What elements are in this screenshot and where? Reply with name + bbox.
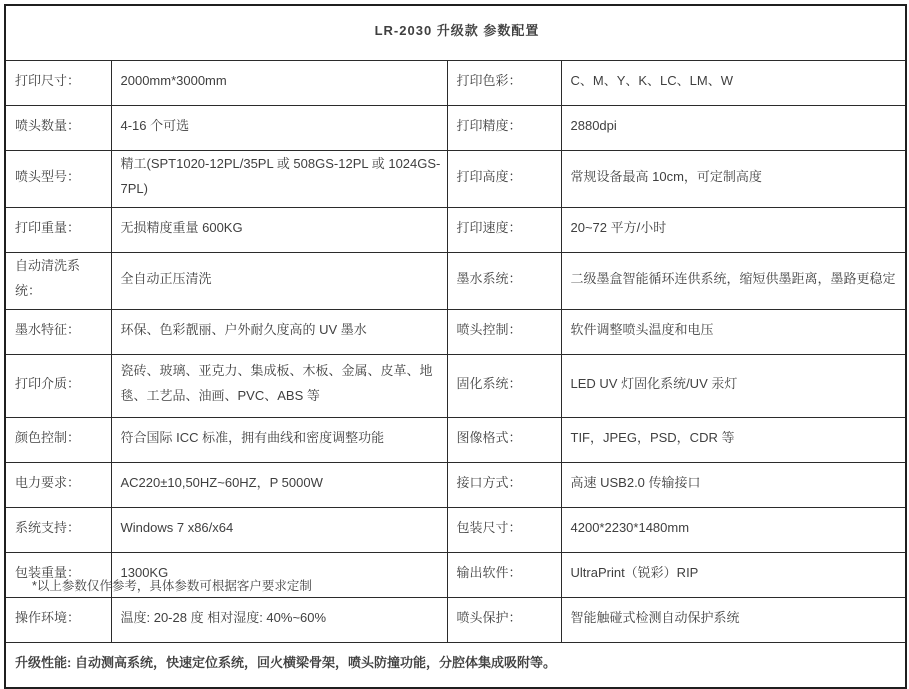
table-row xyxy=(5,106,906,151)
spec-value: 高速 USB2.0 传输接口 xyxy=(561,463,906,508)
spec-value: AC220±10,50HZ~60HZ，P 5000W xyxy=(111,463,447,508)
spec-label: 打印高度： xyxy=(447,151,561,208)
upgrade-performance-text: 升级性能: 自动测高系统，快速定位系统，回火横梁骨架，喷头防撞功能，分腔体集成吸附等。 xyxy=(5,643,906,689)
spec-label: 接口方式： xyxy=(447,463,561,508)
spec-value: 符合国际 ICC 标准，拥有曲线和密度调整功能 xyxy=(111,418,447,463)
spec-value: 20~72 平方/小时 xyxy=(561,208,906,253)
title-row xyxy=(5,5,906,61)
spec-label: 喷头型号： xyxy=(5,151,111,208)
spec-label: 包装重量： xyxy=(5,553,111,598)
table-row xyxy=(5,253,906,310)
spec-value: 无损精度重量 600KG xyxy=(111,208,447,253)
upgrade-row xyxy=(5,643,906,689)
spec-value: Windows 7 x86/x64 xyxy=(111,508,447,553)
spec-value: 1300KG xyxy=(111,553,447,598)
spec-value: C、M、Y、K、LC、LM、W xyxy=(561,61,906,106)
spec-label: 电力要求： xyxy=(5,463,111,508)
spec-label: 打印重量： xyxy=(5,208,111,253)
table-row xyxy=(5,208,906,253)
spec-label: 喷头数量： xyxy=(5,106,111,151)
spec-label: 打印色彩： xyxy=(447,61,561,106)
spec-label: 输出软件： xyxy=(447,553,561,598)
spec-value: 4-16 个可选 xyxy=(111,106,447,151)
spec-label: 包装尺寸： xyxy=(447,508,561,553)
spec-value: 智能触碰式检测自动保护系统 xyxy=(561,598,906,643)
spec-label: 打印速度： xyxy=(447,208,561,253)
spec-value: 软件调整喷头温度和电压 xyxy=(561,310,906,355)
spec-value: 二级墨盒智能循环连供系统，缩短供墨距离，墨路更稳定 xyxy=(561,253,906,310)
table-row xyxy=(5,418,906,463)
spec-value: LED UV 灯固化系统/UV 汞灯 xyxy=(561,355,906,418)
spec-label: 图像格式： xyxy=(447,418,561,463)
table-row xyxy=(5,61,906,106)
spec-value: 全自动正压清洗 xyxy=(111,253,447,310)
spec-value: 2000mm*3000mm xyxy=(111,61,447,106)
table-row xyxy=(5,151,906,208)
spec-label: 打印精度： xyxy=(447,106,561,151)
spec-value: 常规设备最高 10cm，可定制高度 xyxy=(561,151,906,208)
spec-label: 系统支持： xyxy=(5,508,111,553)
table-row xyxy=(5,310,906,355)
spec-label: 固化系统： xyxy=(447,355,561,418)
page-title: LR-2030 升级款 参数配置 xyxy=(5,5,906,61)
spec-label: 操作环境： xyxy=(5,598,111,643)
spec-label: 墨水特征： xyxy=(5,310,111,355)
spec-value: 瓷砖、玻璃、亚克力、集成板、木板、金属、皮革、地毯、工艺品、油画、PVC、ABS 等 xyxy=(111,355,447,418)
spec-value: 2880dpi xyxy=(561,106,906,151)
spec-value: 4200*2230*1480mm xyxy=(561,508,906,553)
spec-value: 环保、色彩靓丽、户外耐久度高的 UV 墨水 xyxy=(111,310,447,355)
spec-value: 温度: 20-28 度 相对湿度: 40%~60% xyxy=(111,598,447,643)
spec-value: UltraPrint（锐彩）RIP xyxy=(561,553,906,598)
footnote: *以上参数仅作参考，具体参数可根据客户要求定制 xyxy=(32,579,312,593)
spec-value: TIF，JPEG，PSD，CDR 等 xyxy=(561,418,906,463)
spec-label: 打印介质： xyxy=(5,355,111,418)
spec-label: 颜色控制： xyxy=(5,418,111,463)
spec-label: 打印尺寸： xyxy=(5,61,111,106)
table-row xyxy=(5,463,906,508)
table-row xyxy=(5,598,906,643)
table-row xyxy=(5,355,906,418)
spec-label: 自动清洗系统： xyxy=(5,253,111,310)
spec-label: 墨水系统： xyxy=(447,253,561,310)
table-row xyxy=(5,508,906,553)
spec-label: 喷头控制： xyxy=(447,310,561,355)
spec-label: 喷头保护： xyxy=(447,598,561,643)
spec-value: 精工(SPT1020-12PL/35PL 或 508GS-12PL 或 1024GS-7PL) xyxy=(111,151,447,208)
